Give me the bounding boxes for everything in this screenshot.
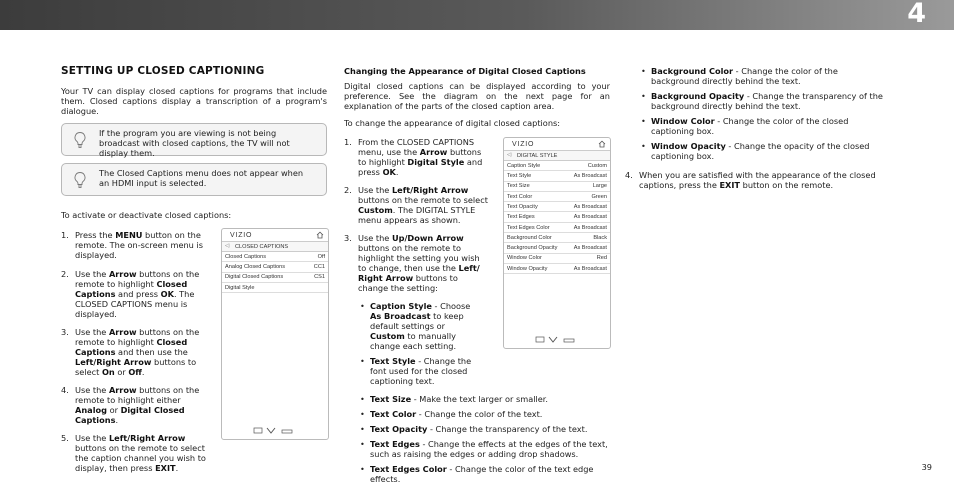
menu-section-header: ◁ DIGITAL STYLE (504, 150, 610, 161)
home-icon (598, 140, 606, 148)
menu-row-label: Text Color (507, 193, 533, 200)
menu-row-label: Text Size (507, 183, 530, 190)
step-text: Use the Up/Down Arrow buttons on the remote to highlight the setting you wish to change, then use the Left/ Right Arrow buttons to change the setting: (358, 233, 480, 293)
steps-list (625, 170, 887, 190)
bullet-text: Text Edges - Change the effects at the edges of the text, such as raising the edges or adding drop shadows. (370, 439, 608, 459)
menu-row-value: As Broadcast (573, 173, 607, 180)
menu-row-label: Window Color (507, 255, 542, 262)
menu-row[interactable] (504, 254, 610, 264)
bullet-text: Window Opacity - Change the opacity of the closed captioning box. (651, 141, 870, 161)
bullet-item (358, 439, 610, 459)
bullet-icon: • (641, 66, 646, 76)
menu-row-value: Red (596, 255, 607, 262)
bullet-icon: • (360, 439, 365, 449)
menu-row[interactable] (222, 283, 328, 293)
menu-row-label: Window Opacity (507, 265, 548, 272)
menu-row[interactable] (504, 182, 610, 192)
step-number: 3. (344, 233, 352, 243)
vizio-logo: VIZIO (512, 141, 535, 148)
bullet-icon: • (360, 464, 365, 474)
bullet-item (358, 464, 610, 484)
step-text: Use the Left/Right Arrow buttons on the remote to select the caption channel you wish to display, then press EXIT. (75, 433, 206, 473)
menu-row-label: Text Opacity (507, 203, 538, 210)
menu-row[interactable] (504, 243, 610, 253)
menu-row-label: Background Color (507, 234, 552, 241)
step-text: Use the Arrow buttons on the remote to highlight Closed Captions and press OK. The CLOSED CAPTIONS menu is displayed. (75, 269, 200, 319)
lightbulb-icon (72, 131, 88, 149)
bullet-item (358, 394, 610, 404)
menu-row-label: Text Edges Color (507, 224, 550, 231)
digital-style-menu (503, 137, 611, 349)
step-number: 2. (344, 185, 352, 195)
bullet-icon: • (360, 409, 365, 419)
menu-section-header: ◁ CLOSED CAPTIONS (222, 241, 328, 252)
menu-row-value: As Broadcast (573, 245, 607, 252)
step-number: 1. (344, 137, 352, 147)
menu-row[interactable] (222, 273, 328, 283)
bullet-text: Background Color - Change the color of the background directly behind the text. (651, 66, 838, 86)
menu-row-label: Text Edges (507, 214, 535, 221)
menu-row[interactable] (222, 252, 328, 262)
chapter-number: 4 (907, 0, 926, 29)
column-right (625, 66, 887, 196)
header-bar (0, 0, 954, 30)
remote-controls-icon (222, 425, 328, 435)
step-number: 1. (61, 230, 69, 240)
bullet-text: Text Size - Make the text larger or smaller. (370, 394, 549, 404)
step-item (61, 433, 207, 473)
bullet-text: Caption Style - Choose As Broadcast to keep default settings or Custom to manually change each setting. (370, 301, 471, 351)
intro-paragraph: Digital closed captions can be displayed according to your preference. See the diagram on the next page for an explanation of the parts of the closed caption area. (344, 81, 610, 111)
back-arrow-icon: ◁ (507, 152, 512, 158)
menu-row-value: As Broadcast (573, 203, 607, 210)
menu-row-value: Black (593, 234, 607, 241)
lead-text: To activate or deactivate closed captions: (61, 210, 232, 220)
bullet-icon: • (641, 116, 646, 126)
menu-row[interactable] (504, 202, 610, 212)
step-item (61, 269, 207, 319)
menu-row-value: Custom (587, 162, 607, 169)
step-text: From the CLOSED CAPTIONS menu, use the Arrow buttons to highlight Digital Style and press OK. (358, 137, 483, 177)
bullet-icon: • (641, 141, 646, 151)
menu-row-value: As Broadcast (573, 224, 607, 231)
bullet-text: Text Style - Change the font used for the closed captioning text. (370, 356, 472, 386)
lead-text: To change the appearance of digital closed captions: (344, 118, 561, 128)
step-item (61, 327, 207, 377)
menu-row[interactable] (504, 233, 610, 243)
menu-row-value: As Broadcast (573, 214, 607, 221)
bullet-item (639, 141, 887, 161)
steps-list (61, 230, 207, 473)
lightbulb-icon (72, 171, 88, 189)
menu-row-label: Text Style (507, 173, 532, 180)
bullet-item (358, 356, 482, 386)
step-number: 3. (61, 327, 69, 337)
step-text: Use the Arrow buttons on the remote to highlight Closed Captions and then use the Left/Right Arrow buttons to select On or Off. (75, 327, 200, 377)
subsection-heading: Changing the Appearance of Digital Closed Captions (344, 66, 586, 76)
step-number: 5. (61, 433, 69, 443)
menu-row[interactable] (504, 264, 610, 274)
tip-text: If the program you are viewing is not being broadcast with closed captions, the TV will not display them. (99, 128, 290, 158)
remote-controls-icon (504, 334, 610, 344)
bullet-item (358, 424, 610, 434)
intro-paragraph: Your TV can display closed captions for programs that include them. Closed captions display a transcription of a program's dialogue. (61, 86, 327, 116)
step-number: 4. (61, 385, 69, 395)
menu-row[interactable] (504, 212, 610, 222)
menu-row[interactable] (504, 161, 610, 171)
step-item (344, 233, 490, 293)
section-heading: SETTING UP CLOSED CAPTIONING (61, 65, 265, 77)
step-number: 2. (61, 269, 69, 279)
steps-list (344, 137, 490, 293)
menu-row-value: As Broadcast (573, 265, 607, 272)
tip-box (61, 163, 327, 196)
menu-row[interactable] (504, 223, 610, 233)
bullet-item (639, 66, 887, 86)
menu-row-label: Digital Style (225, 284, 255, 291)
bullet-icon: • (641, 91, 646, 101)
menu-row-label: Digital Closed Captions (225, 274, 284, 281)
back-arrow-icon: ◁ (225, 243, 230, 249)
closed-captions-menu (221, 228, 329, 440)
menu-row[interactable] (504, 171, 610, 181)
bullet-icon: • (360, 424, 365, 434)
vizio-logo: VIZIO (230, 232, 253, 239)
tip-text: The Closed Captions menu does not appear when an HDMI input is selected. (99, 168, 304, 188)
step-item (344, 137, 490, 177)
bullet-text: Background Opacity - Change the transparency of the background directly behind the text. (651, 91, 883, 111)
step-text: Use the Left/Right Arrow buttons on the remote to select Custom. The DIGITAL STYLE menu appears as shown. (358, 185, 488, 225)
home-icon (316, 231, 324, 239)
bullet-text: Text Color - Change the color of the text. (370, 409, 543, 419)
bullet-icon: • (360, 356, 365, 366)
bullet-text: Window Color - Change the color of the closed captioning box. (651, 116, 849, 136)
menu-row-value: Off (317, 253, 325, 260)
step-item (344, 185, 490, 225)
page-number: 39 (921, 462, 932, 472)
menu-row-value: CC1 (313, 264, 325, 271)
step-item (61, 230, 207, 260)
bullet-text: Text Edges Color - Change the color of the text edge effects. (370, 464, 594, 484)
menu-row[interactable] (504, 192, 610, 202)
step-item (625, 170, 887, 190)
step-text: Press the MENU button on the remote. The on-screen menu is displayed. (75, 230, 203, 260)
menu-row-label: Background Opacity (507, 245, 558, 252)
bullet-item (358, 409, 610, 419)
step-item (61, 385, 207, 425)
step-text: Use the Arrow buttons on the remote to highlight either Analog or Digital Closed Captions. (75, 385, 200, 425)
menu-row-value: Large (592, 183, 607, 190)
bullet-item (639, 91, 887, 111)
menu-row[interactable] (222, 262, 328, 272)
settings-list (639, 66, 887, 161)
menu-row-value: Green (591, 193, 607, 200)
menu-row-label: Caption Style (507, 162, 541, 169)
menu-row-label: Analog Closed Captions (225, 264, 286, 271)
bullet-icon: • (360, 301, 365, 311)
bullet-text: Text Opacity - Change the transparency of the text. (370, 424, 588, 434)
step-number: 4. (625, 170, 633, 180)
bullet-item (639, 116, 887, 136)
bullet-icon: • (360, 394, 365, 404)
menu-row-value: CS1 (314, 274, 325, 281)
tip-box (61, 123, 327, 156)
bullet-item (358, 301, 482, 351)
menu-row-label: Closed Captions (225, 253, 267, 260)
step-text: When you are satisfied with the appearance of the closed captions, press the EXIT button on the remote. (639, 170, 876, 190)
